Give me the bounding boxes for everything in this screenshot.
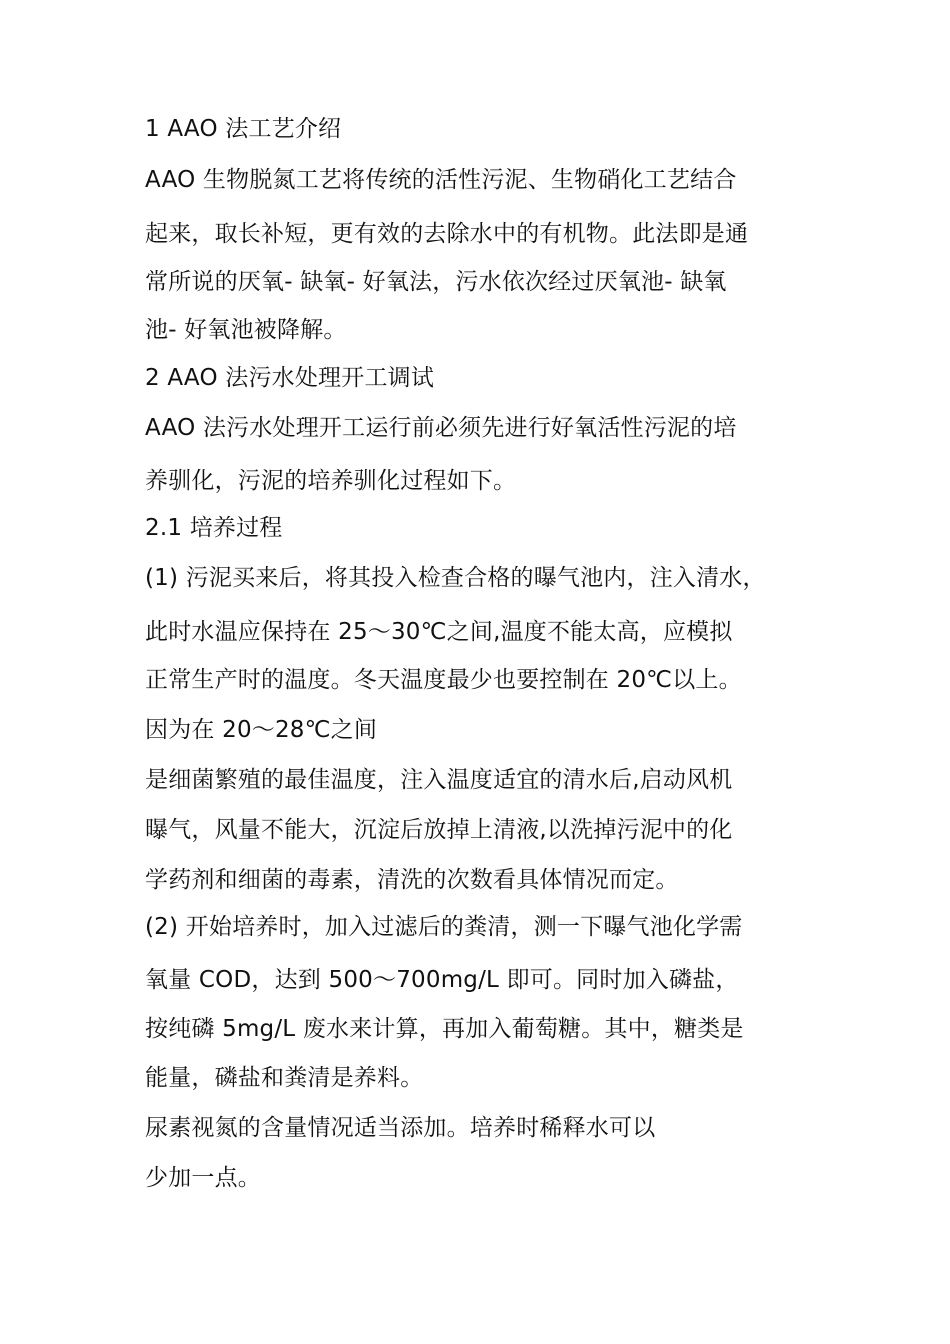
paragraph-line: 是细菌繁殖的最佳温度，注入温度适宜的清水后,启动风机 (145, 767, 733, 793)
paragraph-line: 正常生产时的温度。冬天温度最少也要控制在 20℃以上。 (145, 667, 742, 693)
paragraph-line: 起来，取长补短，更有效的去除水中的有机物。此法即是通 (145, 221, 749, 247)
heading-section-2-1: 2.1 培养过程 (145, 515, 283, 541)
paragraph-line: 少加一点。 (145, 1165, 261, 1191)
paragraph-line: (1) 污泥买来后，将其投入检查合格的曝气池内，注入清水， (145, 565, 766, 591)
paragraph-line: 因为在 20～28℃之间 (145, 717, 378, 743)
paragraph-line: AAO 法污水处理开工运行前必须先进行好氧活性污泥的培 (145, 415, 737, 441)
paragraph-line: 学药剂和细菌的毒素，清洗的次数看具体情况而定。 (145, 867, 679, 893)
paragraph-line: 此时水温应保持在 25～30℃之间,温度不能太高，应模拟 (145, 619, 733, 645)
paragraph-line: 按纯磷 5mg/L 废水来计算，再加入葡萄糖。其中，糖类是 (145, 1016, 744, 1042)
paragraph-line: 养驯化，污泥的培养驯化过程如下。 (145, 468, 517, 494)
paragraph-line: (2) 开始培养时，加入过滤后的粪清，测一下曝气池化学需 (145, 914, 743, 940)
paragraph-line: 曝气，风量不能大，沉淀后放掉上清液,以洗掉污泥中的化 (145, 817, 733, 843)
heading-section-2: 2 AAO 法污水处理开工调试 (145, 365, 435, 391)
heading-section-1: 1 AAO 法工艺介绍 (145, 116, 342, 142)
paragraph-line: AAO 生物脱氮工艺将传统的活性污泥、生物硝化工艺结合 (145, 167, 737, 193)
paragraph-line: 能量，磷盐和粪清是养料。 (145, 1065, 424, 1091)
paragraph-line: 尿素视氮的含量情况适当添加。培养时稀释水可以 (145, 1115, 656, 1141)
paragraph-line: 氧量 COD，达到 500～700mg/L 即可。同时加入磷盐， (145, 967, 739, 993)
paragraph-line: 常所说的厌氧- 缺氧- 好氧法，污水依次经过厌氧池- 缺氧 (145, 269, 727, 295)
paragraph-line: 池- 好氧池被降解。 (145, 317, 347, 343)
